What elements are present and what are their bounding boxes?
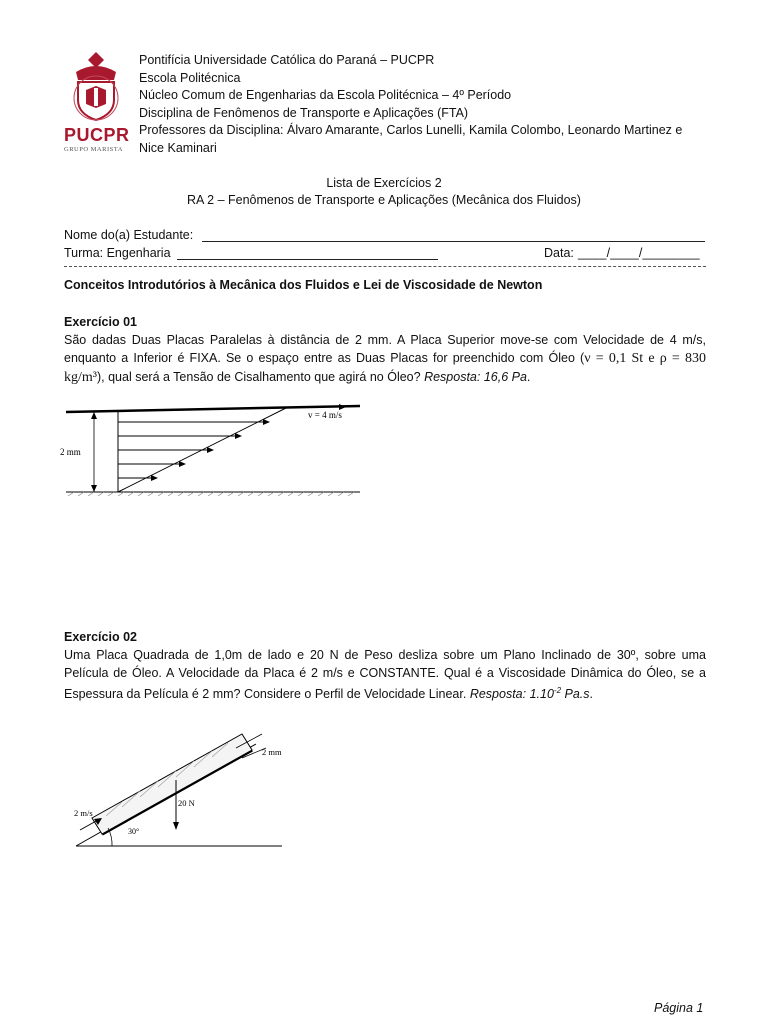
exercise-2-statement: Uma Placa Quadrada de 1,0m de lado e 20 N de Peso desliza sobre um Plano Inclinado de 30º, sobre uma Película de Óleo. A Velocidade da Placa é 2 m/s e CONSTANTE. Qual é a Viscosidade Dinâmica do Óleo, se a Espessura da Película é 2 mm? Considere o Perfil de Velocidade Linear. Resposta: $1.10^{-2}$ Pa.s. bbox=[64, 648, 706, 702]
film-thickness-label: 2 mm bbox=[262, 747, 282, 757]
inclined-plate-figure bbox=[66, 726, 306, 852]
header-line: Pontifícia Universidade Católica do Paraná – PUCPR bbox=[139, 53, 435, 67]
logo-brand: PUCPR bbox=[64, 125, 130, 145]
plate-speed-label: 2 m/s bbox=[74, 808, 93, 818]
institution-header bbox=[139, 52, 719, 157]
header-line: Professores da Disciplina: Álvaro Amarante, Carlos Lunelli, Kamila Colombo, Leonardo Martinez e bbox=[139, 123, 683, 137]
date-label: Data: bbox=[544, 246, 574, 260]
plate-weight-label: 20 N bbox=[178, 798, 195, 808]
exercise-1-formula: ν = 0,1 St e ρ = 830 kg/m³ bbox=[64, 351, 706, 385]
pucpr-logo bbox=[64, 50, 130, 153]
class-row bbox=[64, 246, 171, 260]
gap-label: 2 mm bbox=[60, 447, 81, 457]
header-line: Núcleo Comum de Engenharias da Escola Politécnica – 4º Período bbox=[139, 88, 512, 102]
header-line: Escola Politécnica bbox=[139, 70, 241, 85]
separator-line bbox=[64, 266, 706, 267]
header-line: Nice Kaminari bbox=[139, 140, 217, 155]
header-line: Disciplina de Fenômenos de Transporte e Aplicações (FTA) bbox=[139, 105, 469, 120]
exercise-2-answer: Resposta: $1.10^{-2}$ Pa.s bbox=[469, 686, 590, 702]
incline-angle-label: 30° bbox=[128, 827, 140, 836]
page-number: Página 1 bbox=[654, 1001, 704, 1015]
section-title: Conceitos Introdutórios à Mecânica dos Fluidos e Lei de Viscosidade de Newton bbox=[64, 278, 543, 292]
exercise-1-text-b: ), qual será a Tensão de Cisalhamento que agirá no Óleo? bbox=[96, 370, 421, 384]
exercise-2-title: Exercício 02 bbox=[64, 630, 137, 644]
date-field[interactable]: ____/____/________ bbox=[578, 246, 700, 260]
class-field[interactable] bbox=[177, 259, 438, 260]
velocity-label: v = 4 m/s bbox=[308, 410, 342, 420]
exercise-1-statement: São dadas Duas Placas Paralelas à distância de 2 mm. A Placa Superior move-se com Velocidade de 4 m/s, enquanto a Inferior é FIXA. Se o espaço entre as Duas Placas for preenchido com Óleo (ν = 0,1 St e ρ = 830 kg/m³), qual será a Tensão de Cisalhamento que agirá no Óleo? Resposta: 16,6 Pa. bbox=[64, 333, 706, 385]
student-name-field[interactable] bbox=[202, 241, 705, 242]
exercise-2-text: Uma Placa Quadrada de 1,0m de lado e 20 N de Peso desliza sobre um Plano Inclinado de 30º, sobre uma Película de Óleo. A Velocidade da Placa é 2 m/s e CONSTANTE. Qual é a Viscosidade Dinâmica do Óleo, se a Espessura da Película é 2 mm? Considere o Perfil de Velocidade Linear. bbox=[64, 648, 706, 702]
list-subtitle: RA 2 – Fenômenos de Transporte e Aplicações (Mecânica dos Fluidos) bbox=[187, 193, 581, 207]
exercise-1-text-a: São dadas Duas Placas Paralelas à distância de 2 mm. A Placa Superior move-se com Velocidade de 4 m/s, enquanto a Inferior é FIXA. Se o espaço entre as Duas Placas for preenchido com Óleo ( bbox=[64, 333, 706, 365]
logo-subtitle: GRUPO MARISTA bbox=[64, 146, 123, 153]
class-label: Turma: Engenharia bbox=[64, 246, 171, 260]
student-name-label: Nome do(a) Estudante: bbox=[64, 228, 194, 242]
exercise-1-title: Exercício 01 bbox=[64, 315, 137, 329]
student-name-row bbox=[64, 228, 193, 242]
parallel-plates-figure bbox=[60, 396, 370, 506]
coat-of-arms-icon bbox=[64, 50, 128, 122]
list-title: Lista de Exercícios 2 bbox=[326, 176, 442, 190]
exercise-1-answer: Resposta: 16,6 Pa bbox=[424, 370, 527, 384]
